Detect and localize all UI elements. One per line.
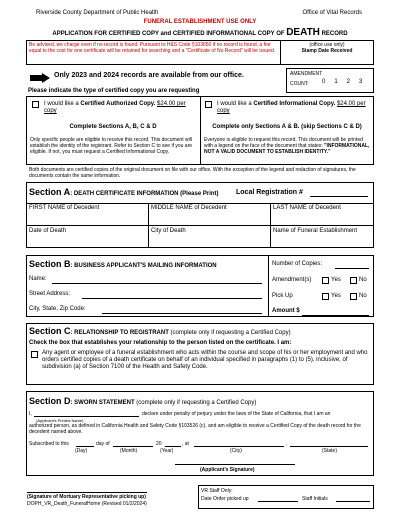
date-order-input[interactable] xyxy=(258,501,298,502)
amendment-count-label: COUNT: xyxy=(290,81,309,87)
street-address-input[interactable] xyxy=(82,298,262,299)
street-address-label: Street Address: xyxy=(29,291,71,297)
funeral-establishment-field[interactable]: Name of Funeral Establishment xyxy=(273,228,358,234)
year-input[interactable] xyxy=(165,446,181,447)
informational-sections: Complete only Sections A & B. (skip Sections C & D) xyxy=(212,124,362,130)
subscribed-label: Subscribed to this xyxy=(29,441,69,447)
funeral-agent-option: Any agent or employee of a funeral establishment who acts within the course and scope of his or her employment and who orders certified copies of a death certificate on behalf of an individual specified in paragraphs (1) to (5), inclusive, of subdivision (a) of Section 7100 of the Health and Safety Code. xyxy=(42,350,368,370)
last-name-field[interactable]: LAST NAME of Decedent xyxy=(273,205,341,211)
indicate-label: Please indicate the type of certified copy you are requesting xyxy=(28,88,200,94)
authorized-copy-checkbox[interactable] xyxy=(32,101,39,108)
state-input[interactable] xyxy=(290,446,368,447)
funeral-use-label: FUNERAL ESTABLISHMENT USE ONLY xyxy=(143,19,257,25)
city-of-death-field[interactable]: City of Death xyxy=(151,228,186,234)
informational-copy-label: I would like a Certified Informational Copy. $24.00 per copy xyxy=(217,101,366,114)
amendments-yes-label: Yes xyxy=(331,277,341,283)
informational-copy-checkbox[interactable] xyxy=(205,101,212,108)
year-caption: (Year) xyxy=(160,448,174,454)
local-registration-input[interactable] xyxy=(310,196,368,197)
sworn-line1: declare under penalty of perjury under the laws of the State of California, that I am an xyxy=(142,411,331,417)
amendments-yes-checkbox[interactable] xyxy=(322,277,329,284)
mortuary-signature-input[interactable] xyxy=(27,492,147,493)
date-of-death-field[interactable]: Date of Death xyxy=(29,228,67,234)
authorized-copy-label: I would like a Certified Authorized Copy. $24.00 per copy xyxy=(44,101,186,114)
pickup-no-label: No xyxy=(359,293,367,299)
both-documents-note: Both documents are certified copies of the original document on file with our office. With the exception of the legend and redaction of signatures, the documents contain the same information. xyxy=(29,167,356,179)
amendments-no-checkbox[interactable] xyxy=(350,277,357,284)
day-caption: (Day) xyxy=(75,448,88,454)
city-state-zip-input[interactable] xyxy=(102,313,262,314)
vr-staff-label: VR Staff Only: xyxy=(201,488,233,494)
amendment-count-options: 0 1 2 3 xyxy=(322,79,364,85)
month-caption: (Month) xyxy=(120,448,138,454)
state-caption: (State) xyxy=(322,448,338,454)
form-id: DOPH_VR_Death_FuneralHome (Revised 01/2/2024) xyxy=(27,501,147,507)
day-input[interactable] xyxy=(76,446,94,447)
section-d-title: Section D: SWORN STATEMENT (complete only if requesting a Certified Copy) xyxy=(29,396,257,406)
section-a-title: Section A: DEATH CERTIFICATE INFORMATION (Please Print) xyxy=(29,187,219,197)
dept-name: Riverside County Department of Public Health xyxy=(36,10,159,16)
pickup-yes-label: Yes xyxy=(331,293,341,299)
staff-initials-input[interactable] xyxy=(336,501,370,502)
applicant-name-label: Name: xyxy=(29,276,47,282)
applicant-name-input[interactable] xyxy=(52,283,262,284)
amendment-label: AMENDMENT xyxy=(290,71,323,77)
applicant-printed-name-input[interactable] xyxy=(34,416,139,417)
arrow-icon xyxy=(30,70,50,80)
funeral-agent-checkbox[interactable] xyxy=(31,351,38,358)
number-of-copies-label: Number of Copies: xyxy=(272,261,323,267)
local-registration-label: Local Registration # xyxy=(236,189,303,196)
applicant-signature-caption: (Applicant's Signature) xyxy=(200,467,255,473)
amount-label: Amount $ xyxy=(272,308,300,314)
form-title: APPLICATION FOR CERTIFIED COPY and CERTIFIED INFORMATIONAL COPY OF DEATH RECORD xyxy=(52,27,348,38)
month-input[interactable] xyxy=(113,446,153,447)
city-state-zip-label: City, State, Zip Code: xyxy=(29,306,86,312)
at-label: , at xyxy=(182,441,189,447)
number-of-copies-input[interactable] xyxy=(335,268,369,269)
applicant-signature-input[interactable] xyxy=(175,464,295,465)
line1-prefix: I, xyxy=(29,411,32,417)
city-input[interactable] xyxy=(194,446,284,447)
authorized-desc: Only specific people are eligible to receive this record. This document will establish the identity of the registrant. Refer to Section C to see if you are eligible. If not, you must request a Certified Informational Copy. xyxy=(30,137,193,155)
amount-input[interactable] xyxy=(302,315,369,316)
authorized-sections: Complete Sections A, B, C & D xyxy=(69,124,157,130)
middle-name-field[interactable]: MIDDLE NAME of Decedent xyxy=(151,205,227,211)
date-order-label: Date Order picked up xyxy=(201,496,249,502)
office-use-label: (office use only) xyxy=(309,42,345,48)
informational-desc: Everyone is eligible to request this record. This document will be printed with a legend on the face of the document that states: "INFORMATIONAL, NOT A VALID DOCUMENT TO ESTABLISH IDENTITY." xyxy=(204,137,370,155)
stamp-date-label: Stamp Date Received xyxy=(301,48,353,54)
section-c-title: Section C: RELATIONSHIP TO REGISTRANT (complete only if requesting a Certified Copy) xyxy=(29,326,291,336)
applicant-printed-name-caption: (Applicant's Printed Name) xyxy=(36,418,84,423)
amendments-no-label: No xyxy=(359,277,367,283)
sworn-line2: authorized person, as defined in California Health and Safety Code §103526 (c), and am eligible to receive a Certified Copy of the death record for the decedent named above. xyxy=(29,423,361,435)
staff-initials-label: Staff Initials xyxy=(302,496,328,502)
section-c-instructions: Check the box that establishes your relationship to the person listed on the certificate. I am: xyxy=(29,340,292,346)
day-of-label: day of xyxy=(96,441,110,447)
office-name: Office of Vital Records xyxy=(302,10,362,16)
amendments-label: Amendment(s) xyxy=(272,277,312,283)
notice-text: Be advised, we charge even if no record is found. Pursuant to H&S Code §103650 if no record is found, a fee equal to the cost for one certificate will be retained for searching and a "Certificate of No Record" will be issued. xyxy=(29,42,276,54)
city-caption: (City) xyxy=(230,448,242,454)
pickup-yes-checkbox[interactable] xyxy=(322,293,329,300)
pickup-label: Pick Up xyxy=(272,293,293,299)
first-name-field[interactable]: FIRST NAME of Decedent xyxy=(29,205,100,211)
section-b-title: Section B: BUSINESS APPLICANT'S MAILING INFORMATION xyxy=(29,259,217,269)
mortuary-signature-caption: (Signature of Mortuary Representative picking up) xyxy=(27,494,146,500)
pickup-no-checkbox[interactable] xyxy=(350,293,357,300)
years-notice: Only 2023 and 2024 records are available from our office. xyxy=(54,72,244,79)
year-prefix: 20 xyxy=(156,441,162,447)
